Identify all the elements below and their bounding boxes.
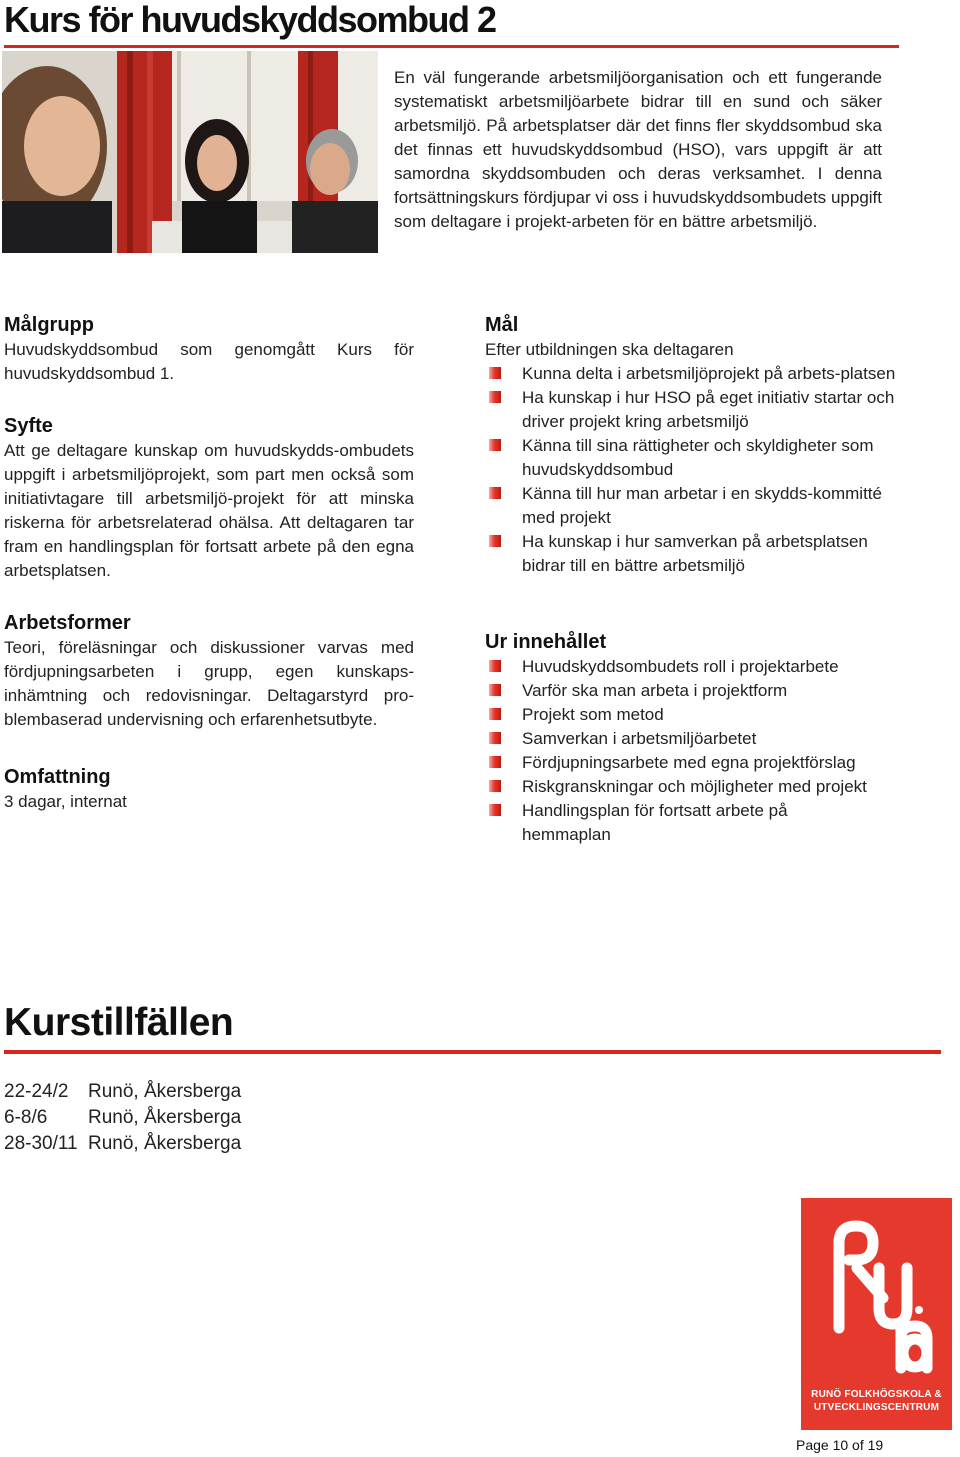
session-place: Runö, Åkersberga <box>88 1081 242 1102</box>
red-square-bullet-icon <box>489 660 501 672</box>
list-item: Riskgranskningar och möjligheter med projekt <box>485 775 905 799</box>
logo-text-line2: UTVECKLINGSCENTRUM <box>813 1402 940 1413</box>
list-item: Projekt som metod <box>485 703 905 727</box>
session-row <box>4 1079 241 1105</box>
list-item: Kunna delta i arbetsmiljöprojekt på arbets-platsen <box>485 362 905 386</box>
course-photo <box>2 51 378 253</box>
list-item: Ha kunskap i hur HSO på eget initiativ startar och driver projekt kring arbetsmiljö <box>485 386 905 434</box>
section-arbetsformer <box>4 610 414 732</box>
omfattning-heading: Omfattning <box>4 766 111 788</box>
mal-intro: Efter utbildningen ska deltagaren <box>485 340 734 359</box>
session-row <box>4 1131 241 1157</box>
red-square-bullet-icon <box>489 780 501 792</box>
red-square-bullet-icon <box>489 487 501 499</box>
red-square-bullet-icon <box>489 391 501 403</box>
red-square-bullet-icon <box>489 732 501 744</box>
session-dates: 28-30/11 <box>4 1133 78 1154</box>
innehall-list <box>485 655 905 847</box>
section-malgrupp <box>4 312 414 386</box>
red-square-bullet-icon <box>489 804 501 816</box>
page-title: Kurs för huvudskyddsombud 2 <box>4 0 496 40</box>
syfte-heading: Syfte <box>4 415 53 437</box>
malgrupp-text: Huvudskyddsombud som genomgått Kurs för huvudskyddsombud 1. <box>4 340 414 383</box>
arbetsformer-heading: Arbetsformer <box>4 612 131 634</box>
list-item: Känna till hur man arbetar i en skydds-kommitté med projekt <box>485 482 905 530</box>
intro-paragraph: En väl fungerande arbetsmiljöorganisation och ett fungerande systematiskt arbetsmiljöarbete bidrar till en sund och säker arbetsmiljö. På arbetsplatser där det finns fler skyddsombud ska det finnas ett huvudskyddsombud (HSO), vars uppgift är att samordna skyddsombuden och deras verksamhet. I denna fortsättningskurs fördjupar vi oss i huvudskyddsombudets uppgift som deltagare i projekt-arbeten för en bättre arbetsmiljö. <box>394 68 882 231</box>
list-item: Huvudskyddsombudets roll i projektarbete <box>485 655 905 679</box>
runo-logo <box>801 1198 952 1430</box>
session-row <box>4 1105 241 1131</box>
innehall-heading: Ur innehållet <box>485 631 607 653</box>
session-place: Runö, Åkersberga <box>88 1133 242 1154</box>
red-square-bullet-icon <box>489 439 501 451</box>
list-item: Samverkan i arbetsmiljöarbetet <box>485 727 905 751</box>
section-mal <box>485 312 905 578</box>
omfattning-text: 3 dagar, internat <box>4 792 127 811</box>
malgrupp-heading: Målgrupp <box>4 314 94 336</box>
arbetsformer-text: Teori, föreläsningar och diskussioner varvas med fördjupningsarbeten i grupp, egen kunskaps-inhämtning och redovisningar. Deltagarstyrd pro-blembaserad undervisning och erfarenhetsutbyte. <box>4 638 414 729</box>
runo-logo-mark-icon <box>801 1198 952 1378</box>
section-omfattning <box>4 764 414 814</box>
list-item: Handlingsplan för fortsatt arbete på hemmaplan <box>485 799 822 847</box>
list-item: Varför ska man arbeta i projektform <box>485 679 905 703</box>
session-dates: 22-24/2 <box>4 1081 69 1102</box>
red-square-bullet-icon <box>489 756 501 768</box>
session-place: Runö, Åkersberga <box>88 1107 242 1128</box>
page-number: Page 10 of 19 <box>796 1437 884 1453</box>
list-item: Känna till sina rättigheter och skyldigheter som huvudskyddsombud <box>485 434 905 482</box>
session-dates: 6-8/6 <box>4 1107 48 1128</box>
mal-list <box>485 362 905 578</box>
title-divider <box>4 45 899 48</box>
kurstillfallen-heading: Kurstillfällen <box>4 1001 234 1044</box>
list-item: Ha kunskap i hur samverkan på arbetsplatsen bidrar till en bättre arbetsmiljö <box>485 530 905 578</box>
red-square-bullet-icon <box>489 684 501 696</box>
syfte-text: Att ge deltagare kunskap om huvudskydds-ombudets uppgift i arbetsmiljöprojekt, som part men också som initiativtagare till arbetsmiljö-projekt för att minska riskerna för arbetsrelaterad ohälsa. Att deltagaren tar fram en handlingsplan för fortsatt arbete på den egna arbetsplatsen. <box>4 441 414 580</box>
logo-text-line1: RUNÖ FOLKHÖGSKOLA & <box>811 1389 942 1400</box>
mal-heading: Mål <box>485 314 519 336</box>
red-square-bullet-icon <box>489 535 501 547</box>
red-square-bullet-icon <box>489 708 501 720</box>
list-item: Fördjupningsarbete med egna projektförslag <box>485 751 905 775</box>
kurstillfallen-divider <box>4 1050 941 1054</box>
red-square-bullet-icon <box>489 367 501 379</box>
section-innehall <box>485 629 905 847</box>
section-syfte <box>4 413 414 583</box>
